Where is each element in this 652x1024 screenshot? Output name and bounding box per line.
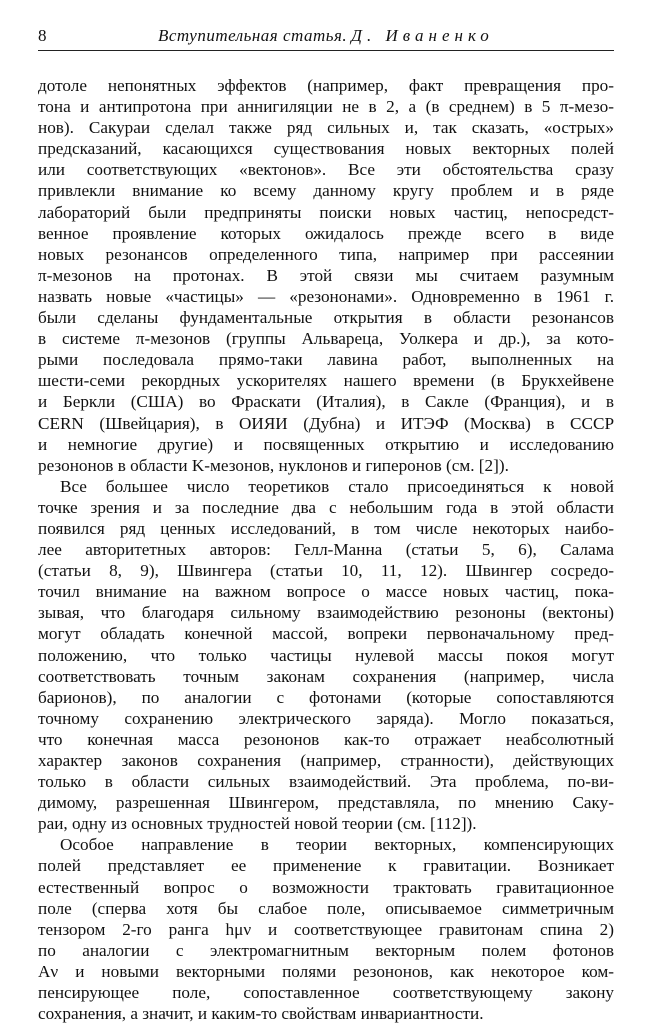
text-line: пенсирующее поле, сопоставленное соответствующему закону	[38, 983, 614, 1003]
text-line: появился ряд ценных исследований, в том числе некоторых наибо-	[38, 518, 614, 538]
text-line: лабораторий были предприняты поиски новых частиц, непосредст-	[38, 202, 614, 222]
text-line: точил внимание на важном вопросе о массе новых частиц, пока-	[38, 582, 614, 602]
text-line: и Беркли (США) во Фраскати (Италия), в Сакле (Франция), и в	[38, 392, 614, 412]
text-line: димому, разрешенная Швингером, представляла, по мнению Саку-	[38, 793, 614, 813]
text-line: только в области сильных взаимодействий. Эта проблема, по-ви-	[38, 772, 614, 792]
text-line: барионов), по аналогии с фотонами (которые сопоставляются	[38, 687, 614, 707]
text-line: Особое направление в теории векторных, компенсирующих	[60, 835, 614, 855]
text-line: предсказаний, касающихся существования новых векторных полей	[38, 139, 614, 159]
text-line: резононов в области K-мезонов, нуклонов и гиперонов (см. [2]).	[38, 455, 509, 475]
text-line: новых резонансов определенного типа, например при рассеянии	[38, 244, 614, 264]
text-line: зывая, что благодаря сильному взаимодействию резононы (вектоны)	[38, 603, 614, 623]
text-line: соответствовать точным законам сохранения (например, числа	[38, 666, 614, 686]
running-header	[38, 26, 614, 51]
text-line: рыми последовала прямо-таки лавина работ, выполненных на	[38, 350, 614, 370]
text-line: по аналогии с электромагнитным векторным полем фотонов	[38, 940, 614, 960]
running-title-text: Вступительная статья.	[158, 26, 348, 45]
text-line: сохранения, а значит, и каким-то свойствам инвариантности.	[38, 1004, 484, 1024]
paragraph-3	[38, 834, 614, 1024]
body-text	[38, 75, 614, 1024]
text-line: раи, одну из основных трудностей новой теории (см. [112]).	[38, 814, 477, 834]
text-line: нов). Сакураи сделал также ряд сильных и, так сказать, «острых»	[38, 118, 614, 138]
text-line: назвать новые «частицы» — «резононами». Одновременно в 1961 г.	[38, 286, 614, 306]
text-line: положению, что только частицы нулевой массы покоя могут	[38, 645, 614, 665]
text-line: тензором 2-го ранга hμν и соответствующее гравитонам спина 2)	[38, 919, 614, 939]
text-line: CERN (Швейцария), в ОИЯИ (Дубна) и ИТЭФ (Москва) в СССР	[38, 413, 614, 433]
text-line: дотоле непонятных эффектов (например, факт превращения про-	[38, 76, 614, 95]
text-line: точному сохранению электрического заряда). Могло показаться,	[38, 708, 614, 728]
page-number: 8	[38, 26, 47, 45]
text-line: что конечная масса резононов как-то отражает неабсолютный	[38, 729, 614, 749]
text-line: в системе π-мезонов (группы Альвареца, Уолкера и др.), за кото-	[38, 329, 614, 349]
text-line: Aν и новыми векторными полями резононов, как некоторое ком-	[38, 961, 614, 981]
running-title	[158, 26, 494, 46]
text-line: тона и антипротона при аннигиляции не в 2, а (в среднем) в 5 π-мезо-	[38, 97, 614, 117]
paragraph-2	[38, 476, 614, 835]
text-line: точке зрения и за последние два с небольшим года в этой области	[38, 497, 614, 517]
text-line: поле (сперва хотя бы слабое поле, описываемое симметричным	[38, 898, 614, 918]
text-line: характер законов сохранения (например, странности), действующих	[38, 751, 614, 770]
text-line: или соответствующих «вектонов». Все эти обстоятельства сразу	[38, 160, 614, 180]
text-line: могут обладать конечной массой, вопреки первоначальному пред-	[38, 624, 614, 644]
text-line: лее авторитетных авторов: Гелл-Манна (статьи 5, 6), Салама	[38, 540, 614, 560]
text-line: полей представляет ее применение к гравитации. Возникает	[38, 856, 614, 876]
paragraph-1	[38, 75, 614, 476]
text-line: привлекли внимание ко всему данному кругу проблем и в ряде	[38, 181, 614, 201]
text-line: венное проявление которых ожидалось прежде всего в виде	[38, 223, 614, 243]
text-line: (статьи 8, 9), Швингера (статьи 10, 11, 12). Швингер сосредо-	[38, 561, 614, 581]
text-line: естественный вопрос о возможности трактовать гравитационное	[38, 877, 614, 897]
text-line: были сделаны фундаментальные открытия в области резонансов	[38, 308, 614, 328]
running-author: Д. Иваненко	[351, 26, 494, 45]
text-line: Все большее число теоретиков стало присоединяться к новой	[60, 476, 614, 496]
text-line: и немногие другие) и посвященных открытию и исследованию	[38, 434, 614, 454]
text-line: шести-семи рекордных ускорителях нашего времени (в Брукхейвене	[38, 371, 614, 391]
text-line: π-мезонов на протонах. В этой связи мы считаем разумным	[38, 265, 614, 285]
